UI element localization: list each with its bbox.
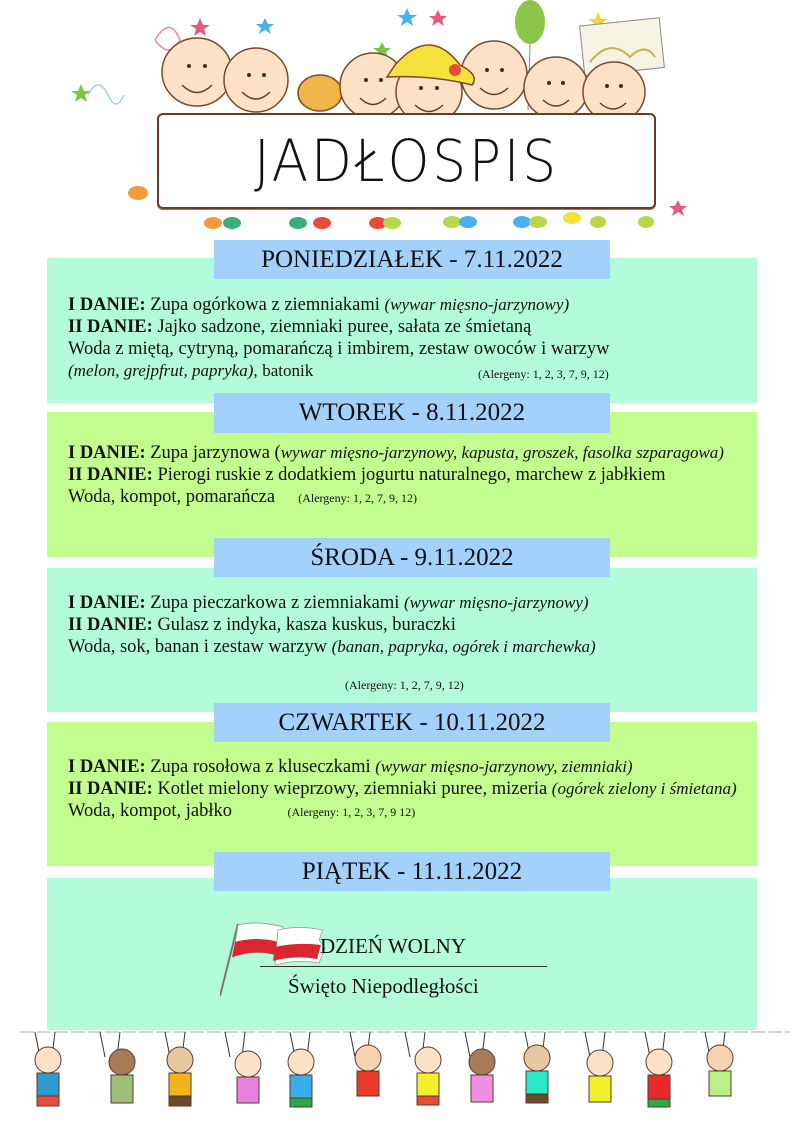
- day-header-tuesday: WTOREK - 8.11.2022: [214, 393, 610, 433]
- holiday-notice: [220, 920, 560, 1000]
- drinks-extras-2: (melon, grejpfrut, papryka), batonik (Alergeny: 1, 2, 3, 7, 9, 12): [68, 360, 757, 382]
- first-course: I DANIE: Zupa pieczarkowa z ziemniakami (wywar mięsno-jarzynowy): [68, 593, 589, 613]
- day-box-monday: [47, 258, 757, 403]
- day-box-tuesday: [47, 412, 757, 557]
- day-header-monday: PONIEDZIAŁEK - 7.11.2022: [214, 240, 610, 279]
- footer-illustration: [0, 1030, 800, 1132]
- allergens: (Alergeny: 1, 2, 7, 9, 12): [298, 491, 417, 505]
- divider: [260, 966, 547, 967]
- drinks-extras: Woda, kompot, pomarańcza (Alergeny: 1, 2, 7, 9, 12): [68, 487, 417, 507]
- drinks-extras: Woda z miętą, cytryną, pomarańczą i imbirem, zestaw owoców i warzyw: [68, 339, 610, 359]
- day-header-wednesday: ŚRODA - 9.11.2022: [214, 538, 610, 577]
- holiday-title: DZIEŃ WOLNY: [320, 934, 466, 958]
- page-title: JADŁOSPIS: [254, 127, 559, 195]
- holiday-subtitle: Święto Niepodległości: [288, 974, 479, 998]
- hanging-children-icon: [0, 1030, 800, 1132]
- first-course: I DANIE: Zupa jarzynowa (wywar mięsno-jarzynowy, kapusta, groszek, fasolka szparagowa): [68, 443, 724, 463]
- day-header-thursday: CZWARTEK - 10.11.2022: [214, 703, 610, 742]
- allergens: (Alergeny: 1, 2, 3, 7, 9, 12): [478, 367, 609, 381]
- first-course: I DANIE: Zupa rosołowa z kluseczkami (wywar mięsno-jarzynowy, ziemniaki): [68, 757, 633, 777]
- drinks-extras: Woda, sok, banan i zestaw warzyw (banan, papryka, ogórek i marchewka): [68, 637, 596, 657]
- second-course: II DANIE: Pierogi ruskie z dodatkiem jogurtu naturalnego, marchew z jabłkiem: [68, 465, 666, 485]
- second-course: II DANIE: Jajko sadzone, ziemniaki puree, sałata ze śmietaną: [68, 317, 532, 337]
- first-course: I DANIE: Zupa ogórkowa z ziemniakami (wywar mięsno-jarzynowy): [68, 295, 570, 315]
- day-header-friday: PIĄTEK - 11.11.2022: [214, 852, 610, 891]
- allergens: (Alergeny: 1, 2, 3, 7, 9 12): [287, 805, 416, 819]
- day-box-wednesday: [47, 568, 757, 712]
- second-course: II DANIE: Gulasz z indyka, kasza kuskus, buraczki: [68, 615, 456, 635]
- allergens: (Alergeny: 1, 2, 7, 9, 12): [345, 678, 464, 692]
- second-course: II DANIE: Kotlet mielony wieprzowy, ziemniaki puree, mizeria (ogórek zielony i śmietana): [68, 779, 737, 799]
- drinks-extras: Woda, kompot, jabłko (Alergeny: 1, 2, 3, 7, 9 12): [68, 801, 416, 821]
- day-box-thursday: [47, 722, 757, 866]
